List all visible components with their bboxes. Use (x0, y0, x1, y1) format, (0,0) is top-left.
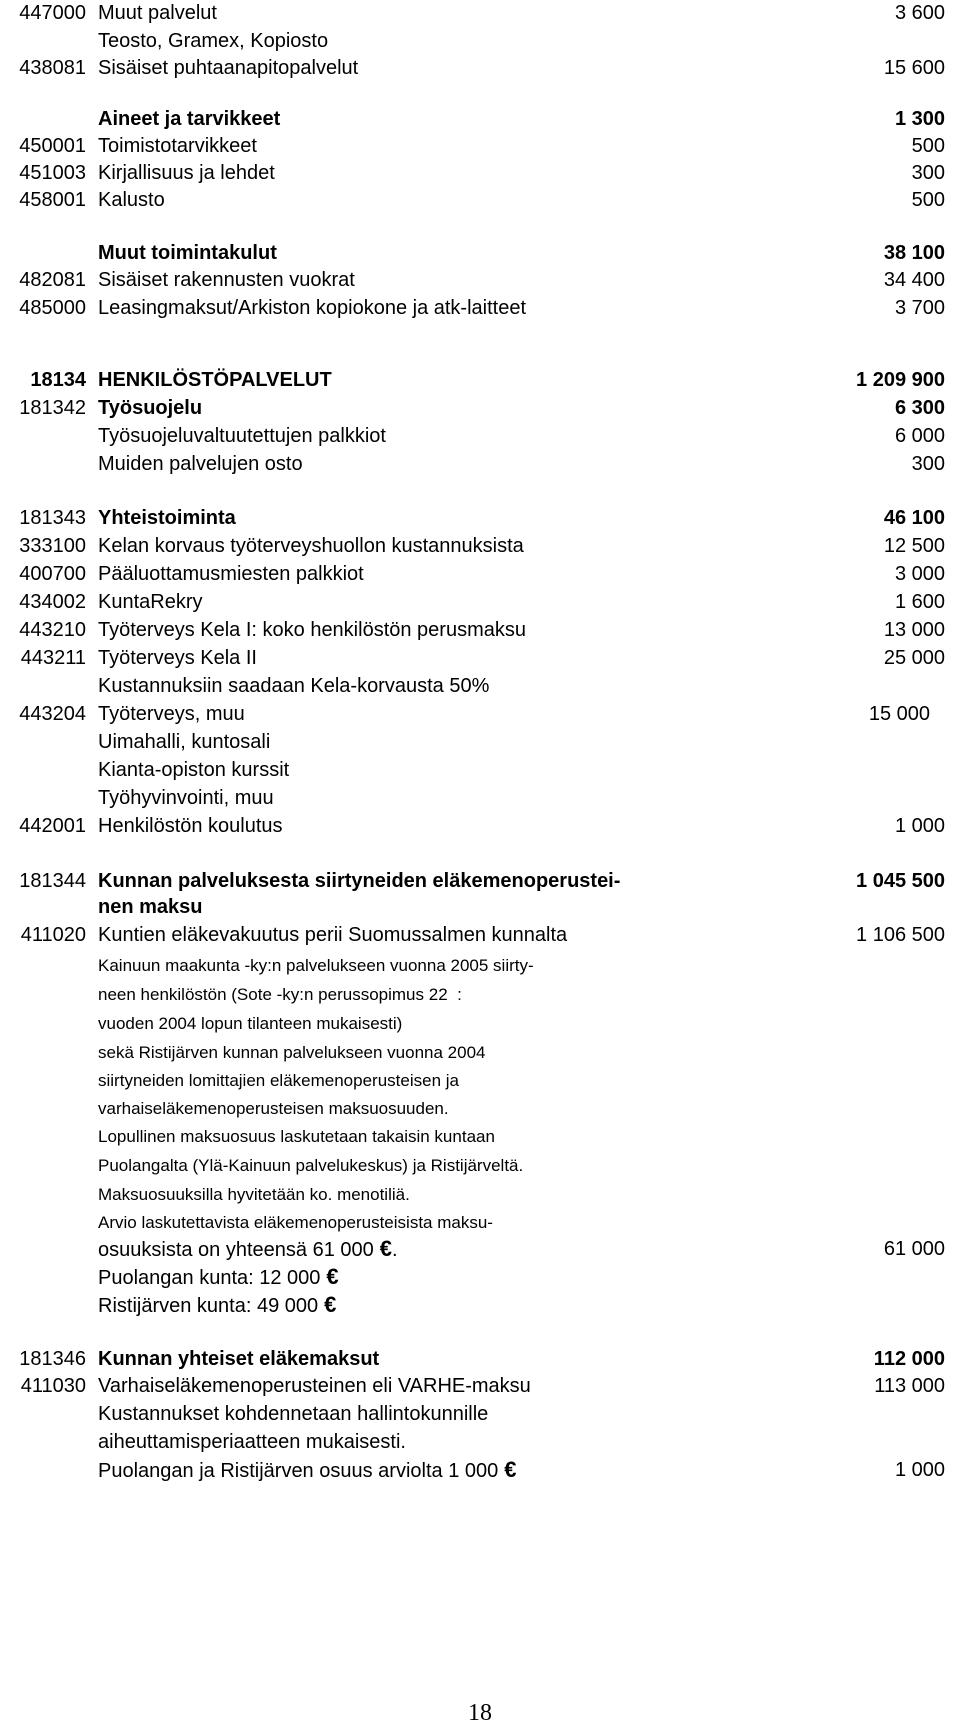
table-row (0, 922, 960, 948)
account-code: 18134 (30, 369, 86, 391)
table-row (0, 1011, 960, 1037)
account-description: Työterveys, muu (98, 703, 245, 725)
account-code: 443210 (19, 619, 86, 641)
amount: 1 300 (894, 108, 945, 130)
account-code: 181346 (19, 1348, 86, 1370)
account-code: 181344 (19, 870, 86, 892)
account-code: 485000 (19, 297, 86, 319)
account-description: Leasingmaksut/Arkiston kopiokone ja atk-laitteet (98, 297, 527, 319)
account-description: Varhaiseläkemenoperusteinen eli VARHE-maksu (98, 1375, 531, 1397)
account-code: 443204 (19, 703, 86, 725)
table-row (0, 1068, 960, 1094)
account-code: 181343 (19, 507, 86, 529)
account-code: 181342 (19, 397, 86, 419)
note-line (98, 1292, 336, 1319)
table-row (0, 673, 960, 699)
table-row (0, 240, 960, 266)
note-line: Kustannukset kohdennetaan hallintokunnille (98, 1403, 489, 1425)
table-row (0, 395, 960, 421)
table-row (0, 160, 960, 186)
note-line: Lopullinen maksuosuus laskutetaan takaisin kuntaan (98, 1127, 495, 1146)
table-row (0, 0, 960, 26)
account-code: 434002 (19, 591, 86, 613)
table-row (0, 1182, 960, 1208)
note-line (98, 1457, 517, 1484)
amount: 15 600 (883, 57, 945, 79)
table-row (0, 1373, 960, 1399)
note-line: Maksuosuuksilla hyvitetään ko. menotiliä. (98, 1185, 410, 1204)
table-row (0, 813, 960, 839)
note-line (98, 1264, 339, 1291)
table-row (0, 729, 960, 755)
note-text: Ristijärven kunta: 49 000 (98, 1295, 319, 1317)
note-line: Kustannuksiin saadaan Kela-korvausta 50% (98, 675, 490, 697)
table-row (0, 1346, 960, 1372)
account-code: 447000 (19, 2, 86, 24)
account-code: 411020 (20, 924, 86, 946)
table-row (0, 106, 960, 132)
table-row (0, 589, 960, 615)
amount: 1 600 (894, 591, 945, 613)
amount: 1 106 500 (856, 924, 945, 946)
table-row (0, 367, 960, 393)
note-text: Puolangan ja Ristijärven osuus arviolta 1 000 (98, 1460, 499, 1482)
table-row (0, 894, 960, 920)
group-heading: Työsuojelu (98, 397, 203, 419)
amount: 6 000 (894, 425, 945, 447)
table-row (0, 701, 960, 727)
note-line: neen henkilöstön (Sote -ky:n perussopimus 22 : (98, 985, 462, 1004)
account-code: 333100 (19, 535, 86, 557)
group-heading: Kunnan palveluksesta siirtyneiden eläkemenoperustei- (98, 870, 621, 892)
amount: 34 400 (883, 269, 945, 291)
amount: 300 (911, 453, 945, 475)
account-description: Toimistotarvikkeet (98, 135, 257, 157)
note-text: Puolangan kunta: 12 000 (98, 1267, 321, 1289)
amount: 38 100 (883, 242, 945, 264)
table-row (0, 295, 960, 321)
account-description: Muiden palvelujen osto (98, 453, 303, 475)
amount: 12 500 (883, 535, 945, 557)
table-row (0, 1153, 960, 1179)
table-row (0, 757, 960, 783)
account-code: 482081 (19, 269, 86, 291)
account-code: 442001 (19, 815, 86, 837)
table-row (0, 1401, 960, 1427)
note-line: siirtyneiden lomittajien eläkemenoperusteisen ja (98, 1071, 459, 1090)
table-row (0, 617, 960, 643)
table-row (0, 55, 960, 81)
amount: 61 000 (883, 1238, 945, 1260)
account-code: 451003 (19, 162, 86, 184)
table-row (0, 187, 960, 213)
account-description: Kalusto (98, 189, 165, 211)
amount: 3 700 (894, 297, 945, 319)
euro-symbol: € (504, 1457, 517, 1482)
amount: 3 600 (894, 2, 945, 24)
group-heading: Kunnan yhteiset eläkemaksut (98, 1348, 380, 1370)
amount: 1 000 (894, 815, 945, 837)
amount: 25 000 (883, 647, 945, 669)
note-line: Kianta-opiston kurssit (98, 759, 290, 781)
account-code: 438081 (19, 57, 86, 79)
account-code: 400700 (19, 563, 86, 585)
section-heading: HENKILÖSTÖPALVELUT (98, 369, 332, 391)
account-code: 443211 (20, 647, 86, 669)
euro-symbol: € (324, 1292, 337, 1317)
account-description: Työterveys Kela I: koko henkilöstön perusmaksu (98, 619, 526, 641)
account-description: Kirjallisuus ja lehdet (98, 162, 275, 184)
account-code: 450001 (19, 135, 86, 157)
amount: 112 000 (873, 1348, 945, 1370)
account-description: Työterveys Kela II (98, 647, 257, 669)
amount: 3 000 (894, 563, 945, 585)
amount: 1 209 900 (856, 369, 945, 391)
note-line: vuoden 2004 lopun tilanteen mukaisesti) (98, 1014, 403, 1033)
table-row (0, 423, 960, 449)
account-description: Sisäiset puhtaanapitopalvelut (98, 57, 359, 79)
note-line: Puolangalta (Ylä-Kainuun palvelukeskus) ja Ristijärveltä. (98, 1156, 524, 1175)
table-row (0, 28, 960, 54)
euro-symbol: € (326, 1264, 339, 1289)
table-row (0, 533, 960, 559)
table-row (0, 1457, 960, 1483)
table-row (0, 1292, 960, 1318)
account-description: Henkilöstön koulutus (98, 815, 283, 837)
table-row (0, 868, 960, 894)
account-description: Muut palvelut (98, 2, 217, 24)
table-row (0, 785, 960, 811)
table-row (0, 267, 960, 293)
account-code: 411030 (20, 1375, 86, 1397)
note-line: aiheuttamisperiaatteen mukaisesti. (98, 1431, 406, 1453)
table-row (0, 982, 960, 1008)
amount: 6 300 (894, 397, 945, 419)
table-row (0, 561, 960, 587)
amount: 15 000 (868, 703, 930, 725)
note-line: Arvio laskutettavista eläkemenoperusteisista maksu- (98, 1213, 493, 1232)
note-line: osuuksista on yhteensä 61 000 €. (98, 1236, 398, 1261)
account-description: Kelan korvaus työterveyshuollon kustannuksista (98, 535, 524, 557)
account-description: Teosto, Gramex, Kopiosto (98, 30, 329, 52)
page-number: 18 (468, 1700, 492, 1726)
note-line: Työhyvinvointi, muu (98, 787, 274, 809)
note-line: sekä Ristijärven kunnan palvelukseen vuonna 2004 (98, 1043, 486, 1062)
table-row (0, 1210, 960, 1236)
amount: 46 100 (883, 507, 945, 529)
table-row (0, 505, 960, 531)
euro-symbol: € (379, 1236, 393, 1261)
group-heading: Yhteistoiminta (98, 507, 236, 529)
group-heading-continued: nen maksu (98, 896, 203, 918)
amount: 1 045 500 (856, 870, 945, 892)
account-description: Pääluottamusmiesten palkkiot (98, 563, 364, 585)
table-row (0, 1040, 960, 1066)
note-line: varhaiseläkemenoperusteisen maksuosuuden. (98, 1099, 449, 1118)
group-heading: Muut toimintakulut (98, 242, 277, 264)
table-row (0, 645, 960, 671)
amount: 300 (911, 162, 945, 184)
table-row (0, 1236, 960, 1262)
group-heading: Aineet ja tarvikkeet (98, 108, 281, 130)
account-description: Sisäiset rakennusten vuokrat (98, 269, 355, 291)
amount: 1 000 (894, 1459, 945, 1481)
amount: 113 000 (874, 1375, 945, 1397)
table-row (0, 1096, 960, 1122)
note-line: Kainuun maakunta -ky:n palvelukseen vuonna 2005 siirty- (98, 956, 534, 975)
account-description: Työsuojeluvaltuutettujen palkkiot (98, 425, 386, 447)
note-text: osuuksista on yhteensä 61 000 (98, 1239, 374, 1261)
table-row (0, 451, 960, 477)
table-row (0, 1429, 960, 1455)
table-row (0, 1124, 960, 1150)
account-code: 458001 (19, 189, 86, 211)
note-line: Uimahalli, kuntosali (98, 731, 271, 753)
amount: 500 (911, 189, 945, 211)
table-row (0, 133, 960, 159)
amount: 500 (911, 135, 945, 157)
amount: 13 000 (883, 619, 945, 641)
account-description: Kuntien eläkevakuutus perii Suomussalmen kunnalta (98, 924, 568, 946)
table-row (0, 1264, 960, 1290)
account-description: KuntaRekry (98, 591, 203, 613)
table-row (0, 953, 960, 979)
